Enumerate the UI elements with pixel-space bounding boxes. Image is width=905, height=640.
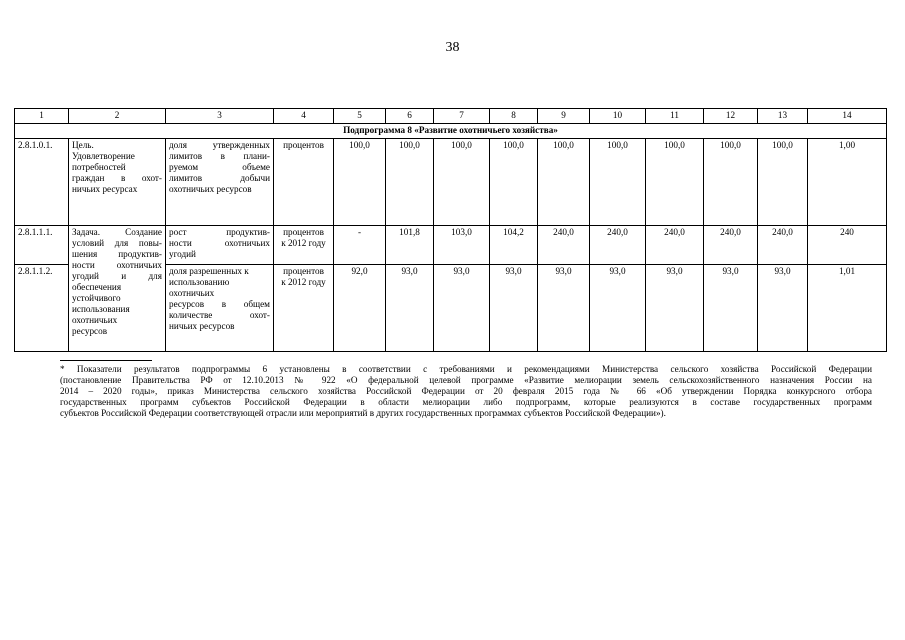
name-line: потребностей xyxy=(72,162,126,172)
indicator-line: доля разрешенных к xyxy=(169,266,249,276)
row-indicator xyxy=(166,226,274,265)
column-header: 6 xyxy=(386,109,434,124)
column-header: 14 xyxy=(808,109,887,124)
name-line: ности охотничьих xyxy=(72,260,162,270)
name-line: Цель. xyxy=(72,140,94,150)
name-line: использования xyxy=(72,304,130,314)
column-header: 1 xyxy=(15,109,69,124)
column-header: 10 xyxy=(590,109,646,124)
name-line: условий для повы- xyxy=(72,238,162,248)
indicator-line: угодий xyxy=(169,249,196,259)
indicator-line: ресурсов в общем xyxy=(169,299,270,309)
row-value: 93,0 xyxy=(646,265,704,352)
column-header: 4 xyxy=(274,109,334,124)
indicator-line: ности охотничьих xyxy=(169,238,270,248)
row-value: 1,00 xyxy=(808,139,887,226)
footnote-line: 2014 – 2020 годы», приказ Министерства сельского хозяйства Российской Федерации от 20 февраля 2015 года № 66 «Об утверждении Порядка конкурсного отбора xyxy=(60,386,872,396)
name-line: Удовлетворение xyxy=(72,151,135,161)
unit-line: процентов xyxy=(283,140,324,150)
row-value: 103,0 xyxy=(434,226,490,265)
row-value: 93,0 xyxy=(434,265,490,352)
table-header-row xyxy=(15,109,887,124)
row-value: 104,2 xyxy=(490,226,538,265)
indicator-line: доля утвержденных xyxy=(169,140,270,150)
row-value: 100,0 xyxy=(490,139,538,226)
indicator-line: руемом объеме xyxy=(169,162,270,172)
footnote-line: субъектов Российской Федерации соответствующей отрасли или мероприятий в других государственных программах субъектов Российской Федерации»). xyxy=(60,408,666,418)
row-value: 93,0 xyxy=(386,265,434,352)
subprogram-title: Подпрограмма 8 «Развитие охотничьего хозяйства» xyxy=(15,124,887,139)
indicator-line: ничьих ресурсов xyxy=(169,321,235,331)
row-value: 240,0 xyxy=(646,226,704,265)
indicator-line: охотничьих ресурсов xyxy=(169,184,252,194)
row-value: 100,0 xyxy=(334,139,386,226)
row-value: 100,0 xyxy=(434,139,490,226)
column-header: 13 xyxy=(758,109,808,124)
column-header: 7 xyxy=(434,109,490,124)
name-line: Задача. Создание xyxy=(72,227,162,237)
row-value: 240,0 xyxy=(538,226,590,265)
row-code: 2.8.1.1.2. xyxy=(15,265,69,352)
footnote-line: государственных программ субъектов Российской Федерации в области мелиорации либо подпрограмм, которые реализуются в составе государственных программ xyxy=(60,397,872,407)
indicator-line: лимитов в плани- xyxy=(169,151,270,161)
row-value: 240,0 xyxy=(704,226,758,265)
name-line: охотничьих xyxy=(72,315,118,325)
row-code: 2.8.1.0.1. xyxy=(15,139,69,226)
column-header: 12 xyxy=(704,109,758,124)
name-line: граждан в охот- xyxy=(72,173,162,183)
footnote-divider xyxy=(60,360,152,361)
row-value: 101,8 xyxy=(386,226,434,265)
row-code: 2.8.1.1.1. xyxy=(15,226,69,265)
row-value: 240 xyxy=(808,226,887,265)
indicator-line: лимитов добычи xyxy=(169,173,270,183)
subprogram-row xyxy=(15,124,887,139)
row-value: 100,0 xyxy=(758,139,808,226)
table-row xyxy=(15,226,887,265)
row-value: 92,0 xyxy=(334,265,386,352)
row-unit xyxy=(274,265,334,352)
column-header: 3 xyxy=(166,109,274,124)
page-number: 38 xyxy=(445,40,460,55)
row-value: 240,0 xyxy=(758,226,808,265)
column-header: 8 xyxy=(490,109,538,124)
unit-line: к 2012 году xyxy=(281,277,326,287)
row-value: 100,0 xyxy=(538,139,590,226)
column-header: 9 xyxy=(538,109,590,124)
column-header: 11 xyxy=(646,109,704,124)
indicators-table xyxy=(14,108,887,352)
name-line: шения продуктив- xyxy=(72,249,162,259)
name-line: ничьих ресурсах xyxy=(72,184,138,194)
row-value: 100,0 xyxy=(646,139,704,226)
row-value: 93,0 xyxy=(538,265,590,352)
indicator-line: рост продуктив- xyxy=(169,227,270,237)
footnote xyxy=(60,364,872,419)
indicator-line: охотничьих xyxy=(169,288,215,298)
unit-line: процентов xyxy=(283,227,324,237)
column-header: 2 xyxy=(69,109,166,124)
name-line: обеспечения xyxy=(72,282,122,292)
footnote-line: (постановление Правительства РФ от 12.10.2013 № 922 «О федеральной целевой программе «Развитие мелиорации земель сельскохозяйственного назначения России на xyxy=(60,375,872,385)
row-indicator xyxy=(166,139,274,226)
name-line: угодий и для xyxy=(72,271,162,281)
indicator-line: использованию xyxy=(169,277,230,287)
row-value: 93,0 xyxy=(590,265,646,352)
row-value: 100,0 xyxy=(386,139,434,226)
row-unit xyxy=(274,226,334,265)
row-value: 93,0 xyxy=(490,265,538,352)
row-value: 93,0 xyxy=(758,265,808,352)
row-value: - xyxy=(334,226,386,265)
table-row xyxy=(15,139,887,226)
unit-line: процентов xyxy=(283,266,324,276)
row-value: 93,0 xyxy=(704,265,758,352)
row-value: 100,0 xyxy=(590,139,646,226)
row-name xyxy=(69,226,166,352)
row-value: 100,0 xyxy=(704,139,758,226)
row-unit xyxy=(274,139,334,226)
row-indicator xyxy=(166,265,274,352)
footnote-line: * Показатели результатов подпрограммы 6 установлены в соответствии с требованиями и рекомендациями Министерства сельского хозяйства Российской Федерации xyxy=(60,364,872,374)
column-header: 5 xyxy=(334,109,386,124)
indicator-line: количестве охот- xyxy=(169,310,270,320)
row-value: 240,0 xyxy=(590,226,646,265)
row-name xyxy=(69,139,166,226)
row-value: 1,01 xyxy=(808,265,887,352)
name-line: устойчивого xyxy=(72,293,121,303)
unit-line: к 2012 году xyxy=(281,238,326,248)
name-line: ресурсов xyxy=(72,326,108,336)
